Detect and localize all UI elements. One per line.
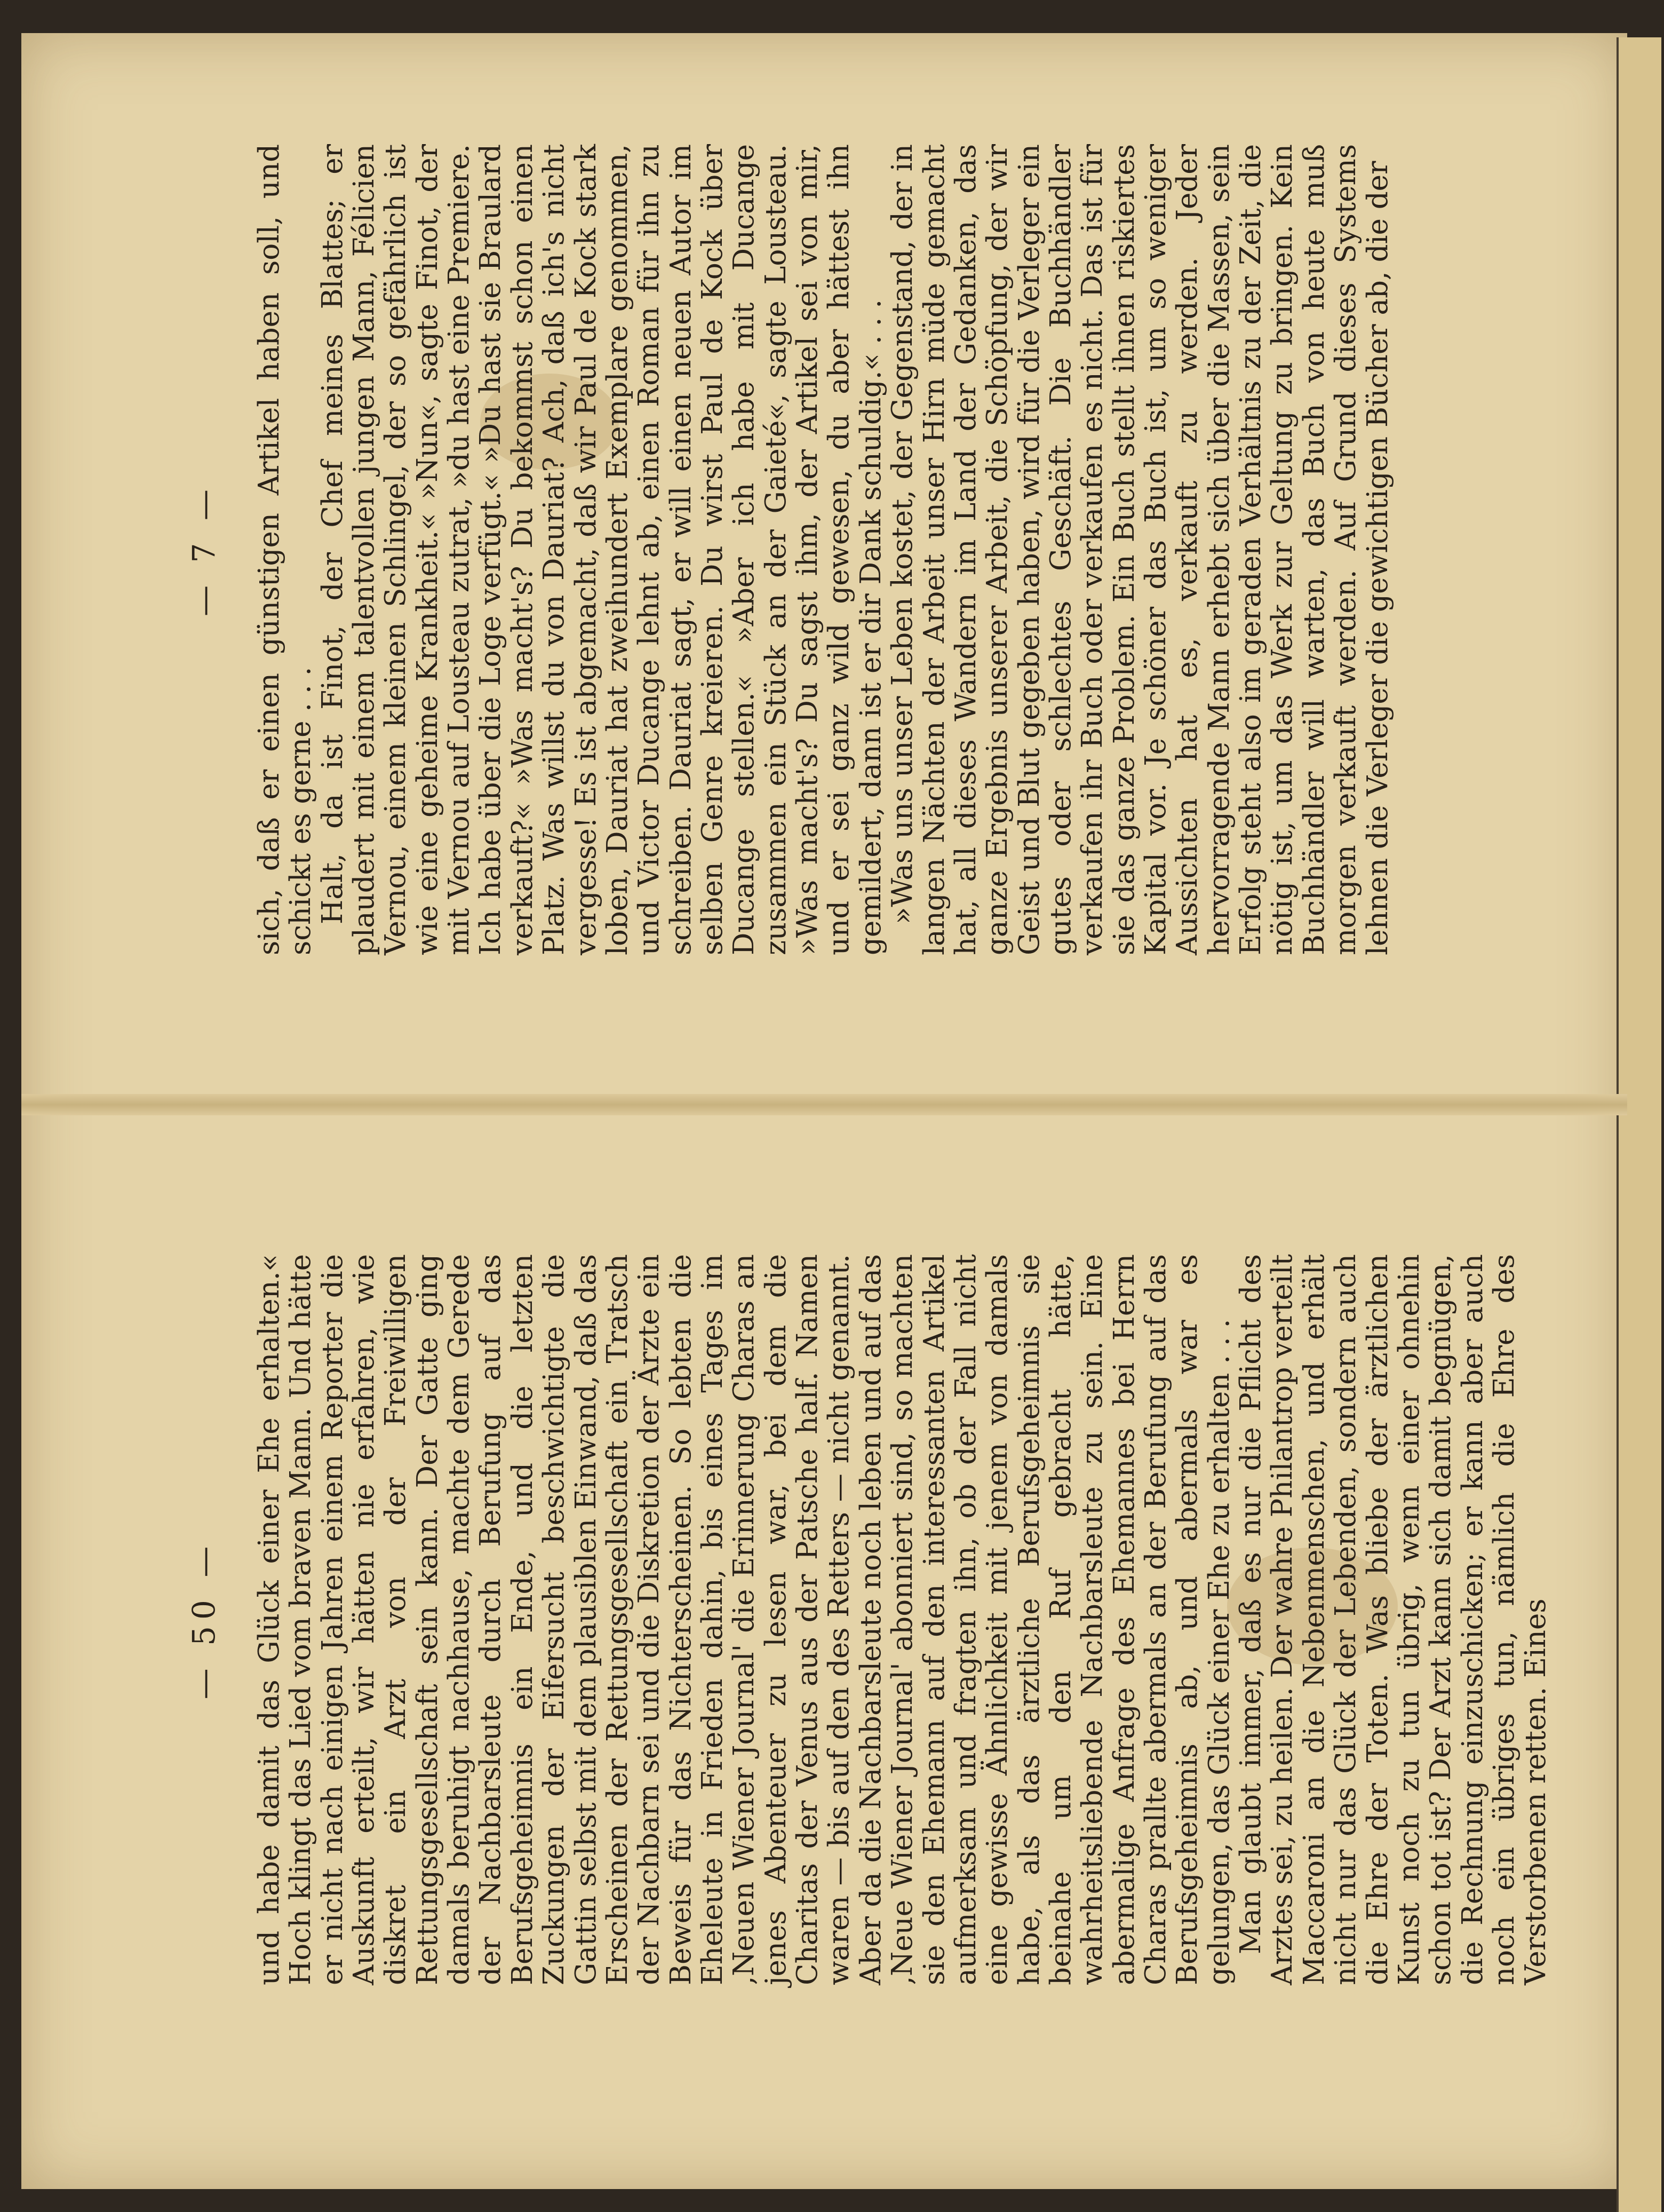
page-number: — 50 — bbox=[186, 1540, 222, 1700]
paragraph: »Was uns unser Leben kostet, der Gegenstand, der in langen Nächten der Arbeit unser Hirn müde gemacht hat, all dieses Wandern im Land der Gedanken, das ganze Ergebnis unserer Arbeit, die Schöpfung, der wir Geist und Blut gegeben haben, wird für die Verleger ein gutes oder schlechtes Geschäft. Die Buchhändler verkaufen ihr Buch oder verkaufen es nicht. Das ist für sie das ganze Problem. Ein Buch stellt ihnen riskiertes Kapital vor. Je schöner das Buch ist, um so weniger Aussichten hat es, verkauft zu werden. Jeder hervorragende Mann erhebt sich über die Massen, sein Erfolg steht also im geraden Verhältnis zu der Zeit, die nötig ist, um das Werk zur Geltung zu bringen. Kein Buchhändler will warten, das Buch von heute muß morgen verkauft werden. Auf Grund dieses Systems lehnen die Verleger die gewichtigen Bücher ab, die der bbox=[886, 144, 1394, 955]
paragraph: Man glaubt immer, daß es nur die Pflicht des Arztes sei, zu heilen. Der wahre Philantrop verteilt Maccaroni an die Nebenmenschen, und erhält nicht nur das Glück der Lebenden, sondern auch die Ehre der Toten. Was bliebe der ärztlichen Kunst noch zu tun übrig, wenn einer ohnehin schon tot ist? Der Arzt kann sich damit begnügen, die Rechnung einzuschicken; er kann aber auch noch ein übriges tun, nämlich die Ehre des Verstorbenen retten. Eines bbox=[1235, 1254, 1552, 1985]
adjacent-page-edge bbox=[1617, 37, 1661, 2212]
paragraph: sich, daß er einen günstigen Artikel haben soll, und schickt es gerne . . . bbox=[252, 144, 317, 955]
center-fold bbox=[21, 1094, 1627, 1115]
page-number: — 7 — bbox=[186, 483, 222, 616]
page-50 bbox=[186, 1254, 1552, 1985]
page-7 bbox=[186, 144, 1394, 955]
paragraph: Halt, da ist Finot, der Chef meines Blattes; er plaudert mit einem talentvollen jungen Mann, Félicien Vernou, einem kleinen Schlingel, der so gefährlich ist wie eine geheime Krankheit.« »Nun«, sagte Finot, der mit Vernou auf Lousteau zutrat, »du hast eine Premiere. Ich habe über die Loge verfügt.« »Du hast sie Braulard verkauft?« »Was macht's? Du bekommst schon einen Platz. Was willst du von Dauriat? Ach, daß ich's nicht vergesse! Es ist abgemacht, daß wir Paul de Kock stark loben, Dauriat hat zweihundert Exemplare genommen, und Victor Ducange lehnt ab, einen Roman für ihn zu schreiben. Dauriat sagt, er will einen neuen Autor im selben Genre kreieren. Du wirst Paul de Kock über Ducange stellen.« »Aber ich habe mit Ducange zusammen ein Stück an der Gaieté«, sagte Lousteau. »Was macht's? Du sagst ihm, der Artikel sei von mir, und er sei ganz wild gewesen, du aber hättest ihn gemildert, dann ist er dir Dank schuldig.« . . . bbox=[316, 144, 887, 955]
paragraph: und habe damit das Glück einer Ehe erhalten.« Hoch klingt das Lied vom braven Mann. Und hätte er nicht nach einigen Jahren einem Reporter die Auskunft erteilt, wir hätten nie erfahren, wie diskret ein Arzt von der Freiwilligen Rettungsgesellschaft sein kann. Der Gatte ging damals beruhigt nachhause, machte dem Gerede der Nachbarsleute durch Berufung auf das Berufsgeheimnis ein Ende, und die letzten Zuckungen der Eifersucht beschwichtigte die Gattin selbst mit dem plausiblen Einwand, daß das Erscheinen der Rettungsgesellschaft ein Tratsch der Nachbarn sei und die Diskretion der Ärzte ein Beweis für das Nichterscheinen. So lebten die Eheleute in Frieden dahin, bis eines Tages im ‚Neuen Wiener Journal' die Erinnerung Charas an jenes Abenteuer zu lesen war, bei dem die Charitas der Venus aus der Patsche half. Namen waren — bis auf den des Retters — nicht genannt. Aber da die Nachbarsleute noch leben und auf das ‚Neue Wiener Journal' abonniert sind, so machten sie den Ehemann auf den interessanten Artikel aufmerksam und fragten ihn, ob der Fall nicht eine gewisse Ähnlichkeit mit jenem von damals habe, als das ärztliche Berufsgeheimnis sie beinahe um den Ruf gebracht hätte, wahrheitsliebende Nachbarsleute zu sein. Eine abermalige Anfrage des Ehemannes bei Herrn Charas prallte abermals an der Berufung auf das Berufsgeheimnis ab, und abermals war es gelungen, das Glück einer Ehe zu erhalten . . . bbox=[252, 1254, 1236, 1985]
